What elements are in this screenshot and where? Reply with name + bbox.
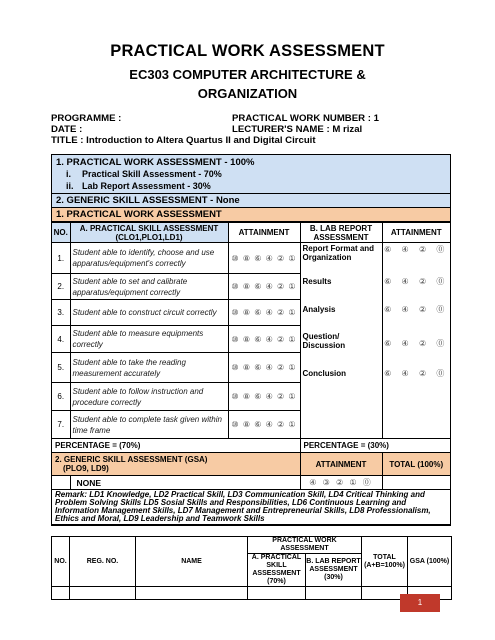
bottom-col-a: A. PRACTICAL SKILL ASSESSMENT (70%) bbox=[248, 554, 306, 587]
gsa-total-cell[interactable] bbox=[382, 476, 450, 490]
lab-item-label: Question/ Discussion bbox=[302, 332, 346, 350]
student-score-table bbox=[51, 536, 452, 600]
bottom-col-total: TOTAL (A+B=100%) bbox=[362, 537, 408, 587]
gsa-none: NONE bbox=[70, 476, 300, 490]
row-criterion: Student able to set and calibrate apparatus/equipment correctly bbox=[70, 274, 228, 300]
section-2-heading: 2. GENERIC SKILL ASSESSMENT - None bbox=[52, 194, 450, 208]
rating-scale[interactable]: ⑩ ⑧ ⑥ ④ ② ① bbox=[228, 274, 300, 300]
table-row bbox=[52, 587, 452, 600]
entry-cell[interactable] bbox=[306, 587, 362, 600]
item-ii-text: Lab Report Assessment - 30% bbox=[82, 181, 211, 191]
subtitle-line-1: EC303 COMPUTER ARCHITECTURE & bbox=[129, 67, 366, 82]
lab-rating-scale[interactable]: ⑥ ④ ② ⓪ bbox=[384, 277, 449, 286]
lecturer-name: LECTURER'S NAME : M rizal bbox=[232, 124, 363, 135]
gsa-attainment-header: ATTAINMENT bbox=[300, 453, 382, 476]
row-number: 4. bbox=[52, 326, 70, 353]
row-number: 7. bbox=[52, 411, 70, 439]
bottom-col-reg: REG. NO. bbox=[70, 537, 136, 587]
bottom-col-name: NAME bbox=[136, 537, 248, 587]
lab-item-label: Report Format and Organization bbox=[302, 244, 375, 262]
item-ii-number: ii. bbox=[66, 181, 74, 191]
gsa-heading bbox=[52, 453, 300, 476]
gsa-rating-scale[interactable]: ④ ③ ② ① ⓪ bbox=[300, 476, 382, 490]
item-i-number: i. bbox=[66, 169, 72, 179]
document-subtitle bbox=[0, 65, 495, 103]
col-header-practical-skill: A. PRACTICAL SKILL ASSESSMENT (CLO1,PLO1,LD1) bbox=[70, 223, 228, 243]
gsa-title: 2. GENERIC SKILL ASSESSMENT (GSA) bbox=[55, 455, 208, 464]
bottom-col-no: NO. bbox=[52, 537, 70, 587]
rating-scale[interactable]: ⑩ ⑧ ⑥ ④ ② ① bbox=[228, 243, 300, 274]
lab-rating-scale[interactable]: ⑥ ④ ② ⓪ bbox=[384, 369, 449, 378]
remark-text: Remark: LD1 Knowledge, LD2 Practical Skill, LD3 Communication Skill, LD4 Critical Thinking and Problem Solving Skills LD5 Sosial Skills and Responsibilities, LD6 Continuous Learning and Information Management Skills, LD7 Management and Entrepreneurial Skills, LD8 Professionalism, Ethics and Moral, LD9 Leadership and Teamwork Skills bbox=[52, 490, 450, 525]
bottom-col-b: B. LAB REPORT ASSESSMENT (30%) bbox=[306, 554, 362, 587]
entry-cell[interactable] bbox=[136, 587, 248, 600]
document-title: PRACTICAL WORK ASSESSMENT bbox=[110, 42, 385, 60]
lab-item-label: Analysis bbox=[302, 305, 336, 314]
row-criterion: Student able to complete task given within time frame bbox=[70, 411, 228, 439]
practical-number: PRACTICAL WORK NUMBER : 1 bbox=[232, 113, 379, 124]
row-criterion: Student able to take the reading measurement accurately bbox=[70, 353, 228, 383]
rating-scale[interactable]: ⑩ ⑧ ⑥ ④ ② ① bbox=[228, 411, 300, 439]
date-label: DATE : bbox=[51, 124, 83, 135]
lab-report-items bbox=[300, 243, 382, 439]
col-header-lab-report: B. LAB REPORT ASSESSMENT bbox=[300, 223, 382, 243]
section-1-heading: 1. PRACTICAL WORK ASSESSMENT - 100% bbox=[56, 157, 255, 168]
assessment-form bbox=[51, 154, 451, 526]
programme-label: PROGRAMME : bbox=[51, 113, 122, 124]
col-header-attainment: ATTAINMENT bbox=[228, 223, 300, 243]
rating-scale[interactable]: ⑩ ⑧ ⑥ ④ ② ① bbox=[228, 383, 300, 411]
col-header-attainment-2: ATTAINMENT bbox=[382, 223, 450, 243]
lab-item-label: Conclusion bbox=[302, 369, 347, 378]
lab-rating-scale[interactable]: ⑥ ④ ② ⓪ bbox=[384, 245, 449, 254]
lab-item-label: Results bbox=[302, 277, 332, 286]
bottom-col-gsa: GSA (100%) bbox=[408, 537, 452, 587]
section-1-repeat-heading: 1. PRACTICAL WORK ASSESSMENT bbox=[52, 208, 450, 222]
item-i-text: Practical Skill Assessment - 70% bbox=[82, 169, 222, 179]
lab-rating-scale[interactable]: ⑥ ④ ② ⓪ bbox=[384, 339, 449, 348]
practical-skill-weight bbox=[56, 168, 446, 180]
row-number: 3. bbox=[52, 300, 70, 326]
row-number: 5. bbox=[52, 353, 70, 383]
table-row bbox=[52, 243, 450, 274]
bottom-practical-header: PRACTICAL WORK ASSESSMENT bbox=[248, 537, 362, 554]
row-criterion: Student able to measure equipments correctly bbox=[70, 326, 228, 353]
entry-cell[interactable] bbox=[52, 587, 70, 600]
practical-work-weighting bbox=[52, 155, 450, 194]
rating-scale[interactable]: ⑩ ⑧ ⑥ ④ ② ① bbox=[228, 353, 300, 383]
lab-report-weight bbox=[56, 180, 446, 192]
gsa-spacer bbox=[52, 476, 70, 490]
page-number: 1 bbox=[400, 594, 440, 612]
row-number: 1. bbox=[52, 243, 70, 274]
percentage-practical: PERCENTAGE = (70%) bbox=[52, 439, 300, 453]
col-header-no: NO. bbox=[52, 223, 70, 243]
row-number: 2. bbox=[52, 274, 70, 300]
row-criterion: Student able to identify, choose and use apparatus/equipment's correctly bbox=[70, 243, 228, 274]
rating-scale[interactable]: ⑩ ⑧ ⑥ ④ ② ① bbox=[228, 326, 300, 353]
practical-title: TITLE : Introduction to Altera Quartus II and Digital Circuit bbox=[51, 135, 316, 146]
gsa-total-header: TOTAL (100%) bbox=[382, 453, 450, 476]
lab-rating-scale[interactable]: ⑥ ④ ② ⓪ bbox=[384, 305, 449, 314]
lab-report-scales bbox=[382, 243, 450, 439]
row-criterion: Student able to follow instruction and procedure correctly bbox=[70, 383, 228, 411]
row-number: 6. bbox=[52, 383, 70, 411]
gsa-subtitle: (PLO9, LD9) bbox=[63, 464, 109, 473]
row-criterion: Student able to construct circuit correctly bbox=[70, 300, 228, 326]
entry-cell[interactable] bbox=[248, 587, 306, 600]
assessment-table bbox=[52, 222, 450, 525]
percentage-lab-report: PERCENTAGE = (30%) bbox=[300, 439, 450, 453]
rating-scale[interactable]: ⑩ ⑧ ⑥ ④ ② ① bbox=[228, 300, 300, 326]
entry-cell[interactable] bbox=[70, 587, 136, 600]
subtitle-line-2: ORGANIZATION bbox=[197, 86, 298, 101]
